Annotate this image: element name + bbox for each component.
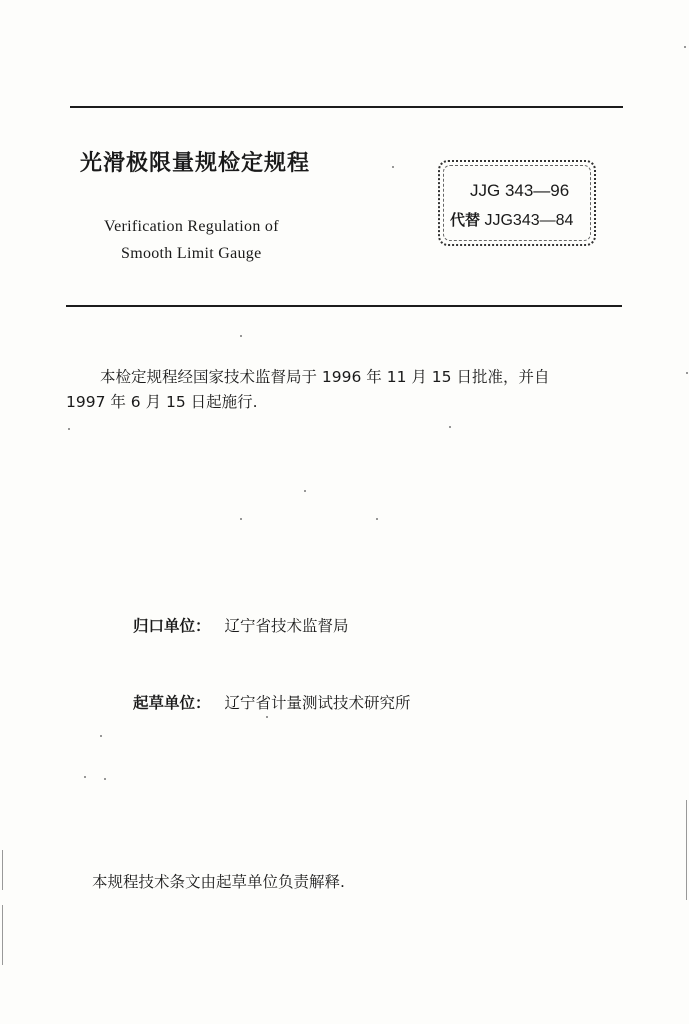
scan-speck: [84, 776, 86, 778]
scan-speck: [449, 426, 451, 428]
title-english-line2: Smooth Limit Gauge: [121, 245, 262, 262]
scan-speck: [392, 166, 394, 168]
scan-edge-mark: [2, 905, 3, 965]
standard-number: JJG 343—96: [470, 181, 570, 200]
drafter-unit-value: 辽宁省计量测试技术研究所: [224, 694, 411, 712]
standard-code-box: [438, 160, 596, 246]
drafter-unit-row: [133, 691, 411, 713]
scan-speck: [100, 735, 102, 737]
owner-unit-value: 辽宁省技术监督局: [224, 617, 349, 635]
scan-speck: [266, 716, 268, 718]
top-rule: [70, 106, 623, 108]
approval-text-line2: 1997 年 6 月 15 日起施行.: [66, 393, 258, 411]
owner-unit-label: 归口单位：: [133, 617, 211, 635]
scan-speck: [104, 778, 106, 780]
middle-rule: [66, 305, 622, 307]
scan-edge-mark: [2, 850, 3, 890]
replaces-label: 代替: [450, 211, 481, 229]
scan-speck: [68, 428, 70, 430]
scan-speck: [240, 335, 242, 337]
scan-speck: [240, 518, 242, 520]
scan-speck: [304, 490, 306, 492]
replaces-number: JJG343—84: [484, 212, 574, 229]
scan-speck: [684, 46, 686, 48]
drafter-unit-label: 起草单位：: [133, 694, 211, 712]
approval-text-line1: 本检定规程经国家技术监督局于 1996 年 11 月 15 日批准，并自: [100, 368, 550, 386]
owner-unit-row: [133, 614, 349, 636]
interpretation-note: 本规程技术条文由起草单位负责解释.: [92, 873, 345, 891]
title-chinese: 光滑极限量规检定规程: [80, 151, 311, 176]
title-english-line1: Verification Regulation of: [104, 218, 279, 235]
scan-speck: [686, 372, 688, 374]
scan-edge-mark: [686, 800, 687, 900]
scan-speck: [376, 518, 378, 520]
replaces-line: [450, 209, 573, 230]
